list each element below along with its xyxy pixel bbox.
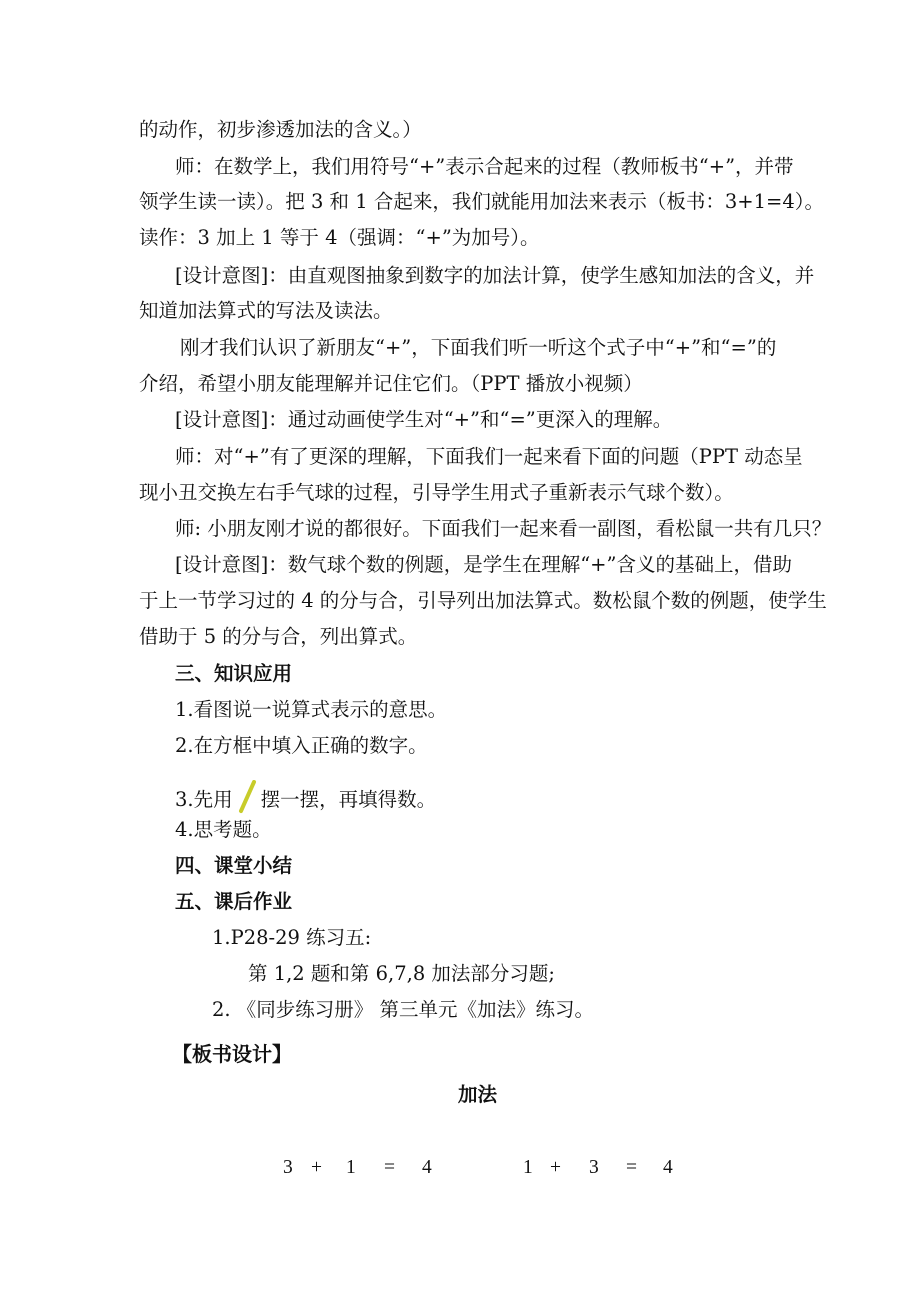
paragraph-line: 师: 小朋友刚才说的都很好。下面我们一起来看一副图，看松鼠一共有几只？ [175, 517, 832, 540]
equation-operator: = [384, 1157, 395, 1178]
list-item [175, 780, 436, 814]
section-heading: 五、课后作业 [175, 890, 293, 913]
list-item: 1.看图说一说算式表示的意思。 [175, 698, 448, 721]
equation-term: 1 [523, 1157, 533, 1178]
homework-item: 1.P28-29 练习五: [212, 926, 372, 949]
homework-detail: 第 1,2 题和第 6,7,8 加法部分习题; [248, 962, 555, 985]
board-title: 加法 [458, 1083, 498, 1106]
list-item: 4.思考题。 [175, 818, 272, 841]
equation-term: 3 [283, 1157, 293, 1178]
design-intent-line: 于上一节学习过的 4 的分与合，引导列出加法算式。数松鼠个数的例题，使学生 [139, 589, 827, 612]
paragraph-line: 刚才我们认识了新朋友“+”，下面我们听一听这个式子中“+”和“=”的 [180, 336, 777, 359]
design-intent-line: [设计意图]：通过动画使学生对“+”和“=”更深入的理解。 [175, 408, 673, 431]
section-heading: 四、课堂小结 [175, 854, 293, 877]
equation-operator: + [550, 1157, 561, 1178]
equation-term: 4 [663, 1157, 673, 1178]
list-item-text: 摆一摆，再填得数。 [260, 788, 437, 811]
equation-operator: + [311, 1157, 322, 1178]
homework-item: 2. 《同步练习册》 第三单元《加法》练习。 [212, 998, 595, 1021]
paragraph-line: 师：对“+”有了更深的理解，下面我们一起来看下面的问题（PPT 动态呈 [175, 445, 803, 468]
board-design-heading: 【板书设计】 [172, 1042, 292, 1066]
equation-operator: = [626, 1157, 637, 1178]
design-intent-line: 知道加法算式的写法及读法。 [139, 299, 393, 322]
paragraph-line: 介绍，希望小朋友能理解并记住它们。（PPT 播放小视频） [139, 372, 643, 395]
design-intent-line: [设计意图]：由直观图抽象到数字的加法计算，使学生感知加法的含义，并 [175, 264, 815, 287]
paragraph-line: 读作：3 加上 1 等于 4（强调：“+”为加号）。 [139, 226, 540, 249]
list-item-text: 3.先用 [175, 788, 233, 811]
paragraph-line: 现小丑交换左右手气球的过程，引导学生用式子重新表示气球个数）。 [139, 481, 734, 504]
list-item: 2.在方框中填入正确的数字。 [175, 734, 428, 757]
equation-term: 3 [589, 1157, 599, 1178]
paragraph-line: 领学生读一读）。把 3 和 1 合起来，我们就能用加法来表示（板书：3+1=4）。 [139, 190, 825, 213]
design-intent-line: [设计意图]：数气球个数的例题，是学生在理解“+”含义的基础上，借助 [175, 553, 792, 576]
section-heading: 三、知识应用 [175, 662, 293, 685]
equation-term: 1 [346, 1157, 356, 1178]
paragraph-line: 师：在数学上，我们用符号“+”表示合起来的过程（教师板书“+”，并带 [175, 155, 794, 178]
counting-stick-icon [235, 780, 259, 814]
paragraph-line: 的动作，初步渗透加法的含义。） [139, 118, 422, 141]
equation-term: 4 [422, 1157, 432, 1178]
design-intent-line: 借助于 5 的分与合，列出算式。 [139, 625, 418, 648]
